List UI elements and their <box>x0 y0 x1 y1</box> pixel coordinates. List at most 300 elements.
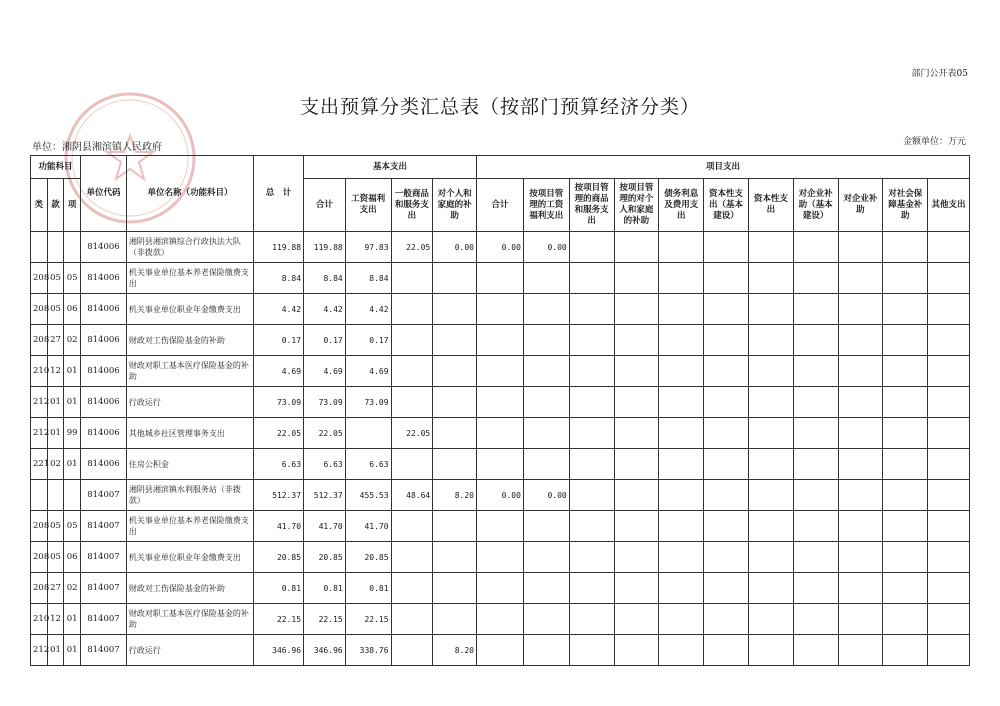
cell-empty <box>704 232 749 263</box>
cell-proj-sum <box>477 356 524 387</box>
cell-lei: 210 <box>31 356 48 387</box>
cell-basic-personal: 0.00 <box>433 232 477 263</box>
cell-proj-wage <box>523 449 569 480</box>
cell-empty <box>883 511 928 542</box>
cell-basic-sum: 4.42 <box>304 294 346 325</box>
cell-basic-personal <box>433 387 477 418</box>
header-proj-enterprise: 对企业补助 <box>838 179 883 232</box>
header-proj-personal: 按项目管理的对个人和家庭的补助 <box>614 179 659 232</box>
cell-empty <box>614 418 659 449</box>
cell-empty <box>659 294 704 325</box>
cell-empty <box>659 232 704 263</box>
header-basic-personal: 对个人和家庭的补助 <box>433 179 477 232</box>
cell-empty <box>659 325 704 356</box>
cell-empty <box>748 511 793 542</box>
cell-empty <box>838 480 883 511</box>
cell-empty <box>793 635 838 666</box>
cell-basic-sum: 20.85 <box>304 542 346 573</box>
cell-basic-goods <box>391 604 433 635</box>
cell-empty <box>704 635 749 666</box>
cell-empty <box>569 263 614 294</box>
cell-proj-wage <box>523 511 569 542</box>
cell-unit-code: 814006 <box>81 387 127 418</box>
cell-empty <box>793 325 838 356</box>
header-proj-social: 对社会保障基金补助 <box>883 179 928 232</box>
cell-kuan: 05 <box>47 542 64 573</box>
table-row <box>31 604 970 635</box>
cell-empty <box>659 418 704 449</box>
cell-basic-sum: 0.81 <box>304 573 346 604</box>
cell-total: 20.85 <box>254 542 304 573</box>
header-basic-sum: 合计 <box>304 179 346 232</box>
cell-kuan: 01 <box>47 418 64 449</box>
cell-proj-sum <box>477 418 524 449</box>
cell-basic-personal <box>433 604 477 635</box>
cell-empty <box>928 387 970 418</box>
cell-empty <box>748 294 793 325</box>
cell-empty <box>748 604 793 635</box>
cell-lei <box>31 232 48 263</box>
header-proj-debt: 债务利息及费用支出 <box>659 179 704 232</box>
cell-basic-wage: 0.81 <box>345 573 391 604</box>
cell-unit-name: 住房公积金 <box>126 449 253 480</box>
cell-empty <box>883 387 928 418</box>
cell-empty <box>659 635 704 666</box>
cell-total: 73.09 <box>254 387 304 418</box>
cell-empty <box>659 387 704 418</box>
cell-empty <box>883 418 928 449</box>
cell-proj-wage <box>523 573 569 604</box>
cell-empty <box>569 418 614 449</box>
cell-basic-sum: 346.96 <box>304 635 346 666</box>
cell-empty <box>838 635 883 666</box>
cell-empty <box>704 604 749 635</box>
header-proj-wage: 按项目管理的工资福利支出 <box>523 179 569 232</box>
cell-empty <box>704 294 749 325</box>
cell-empty <box>838 232 883 263</box>
cell-basic-goods <box>391 387 433 418</box>
cell-empty <box>569 604 614 635</box>
cell-empty <box>838 449 883 480</box>
cell-total: 22.05 <box>254 418 304 449</box>
cell-proj-sum <box>477 294 524 325</box>
cell-basic-wage: 73.09 <box>345 387 391 418</box>
cell-empty <box>614 604 659 635</box>
cell-empty <box>793 418 838 449</box>
cell-empty <box>793 573 838 604</box>
table-row <box>31 387 970 418</box>
cell-lei: 208 <box>31 542 48 573</box>
cell-total: 8.84 <box>254 263 304 294</box>
form-number: 部门公开表05 <box>911 69 968 79</box>
cell-kuan: 02 <box>47 449 64 480</box>
cell-empty <box>704 542 749 573</box>
cell-proj-sum <box>477 449 524 480</box>
cell-empty <box>793 232 838 263</box>
cell-proj-wage <box>523 604 569 635</box>
cell-empty <box>614 449 659 480</box>
cell-empty <box>704 263 749 294</box>
cell-empty <box>838 387 883 418</box>
cell-empty <box>748 635 793 666</box>
cell-proj-sum: 0.00 <box>477 232 524 263</box>
cell-empty <box>659 604 704 635</box>
cell-xiang: 99 <box>64 418 81 449</box>
header-kuan: 款 <box>47 179 64 232</box>
cell-empty <box>659 356 704 387</box>
table-row <box>31 542 970 573</box>
cell-empty <box>838 263 883 294</box>
cell-kuan: 27 <box>47 325 64 356</box>
cell-unit-name: 财政对工伤保险基金的补助 <box>126 573 253 604</box>
table-row <box>31 573 970 604</box>
cell-empty <box>928 356 970 387</box>
cell-proj-sum <box>477 573 524 604</box>
cell-kuan: 01 <box>47 387 64 418</box>
cell-basic-sum: 0.17 <box>304 325 346 356</box>
table-row <box>31 449 970 480</box>
cell-lei: 208 <box>31 511 48 542</box>
cell-lei: 210 <box>31 604 48 635</box>
cell-empty <box>614 573 659 604</box>
cell-empty <box>659 511 704 542</box>
cell-empty <box>569 232 614 263</box>
cell-basic-wage <box>345 418 391 449</box>
cell-basic-personal <box>433 542 477 573</box>
cell-empty <box>659 542 704 573</box>
cell-empty <box>883 232 928 263</box>
cell-basic-sum: 512.37 <box>304 480 346 511</box>
header-proj-sum: 合计 <box>477 179 524 232</box>
cell-kuan: 05 <box>47 511 64 542</box>
cell-basic-personal: 8.20 <box>433 635 477 666</box>
cell-empty <box>569 325 614 356</box>
cell-basic-wage: 338.76 <box>345 635 391 666</box>
cell-unit-code: 814007 <box>81 573 127 604</box>
cell-empty <box>704 511 749 542</box>
cell-empty <box>883 573 928 604</box>
cell-empty <box>883 356 928 387</box>
cell-empty <box>704 449 749 480</box>
cell-basic-sum: 6.63 <box>304 449 346 480</box>
cell-basic-wage: 455.53 <box>345 480 391 511</box>
cell-xiang: 06 <box>64 542 81 573</box>
cell-kuan: 01 <box>47 635 64 666</box>
cell-empty <box>838 356 883 387</box>
cell-empty <box>614 325 659 356</box>
cell-xiang: 01 <box>64 635 81 666</box>
cell-lei: 221 <box>31 449 48 480</box>
cell-empty <box>704 325 749 356</box>
cell-basic-personal <box>433 294 477 325</box>
cell-basic-goods: 48.64 <box>391 480 433 511</box>
cell-empty <box>928 480 970 511</box>
cell-empty <box>748 480 793 511</box>
header-xiang: 项 <box>64 179 81 232</box>
cell-unit-code: 814007 <box>81 511 127 542</box>
cell-empty <box>928 573 970 604</box>
cell-unit-name: 湘阴县湘滨镇水利服务站（非拨款） <box>126 480 253 511</box>
cell-lei: 212 <box>31 635 48 666</box>
cell-unit-name: 财政对工伤保险基金的补助 <box>126 325 253 356</box>
cell-unit-name: 湘阴县湘滨镇综合行政执法大队（非拨款） <box>126 232 253 263</box>
cell-total: 4.42 <box>254 294 304 325</box>
cell-basic-goods <box>391 263 433 294</box>
cell-kuan: 05 <box>47 294 64 325</box>
cell-empty <box>569 573 614 604</box>
cell-basic-personal <box>433 418 477 449</box>
table-row <box>31 325 970 356</box>
cell-empty <box>748 418 793 449</box>
cell-empty <box>838 542 883 573</box>
cell-empty <box>883 542 928 573</box>
header-proj-goods: 按项目管理的商品和服务支出 <box>569 179 614 232</box>
cell-empty <box>614 542 659 573</box>
cell-unit-name: 财政对职工基本医疗保险基金的补助 <box>126 356 253 387</box>
cell-proj-sum <box>477 325 524 356</box>
cell-basic-personal <box>433 573 477 604</box>
cell-basic-goods <box>391 635 433 666</box>
cell-xiang: 05 <box>64 511 81 542</box>
cell-empty <box>704 418 749 449</box>
cell-empty <box>883 263 928 294</box>
cell-proj-wage <box>523 635 569 666</box>
money-unit: 金额单位：万元 <box>902 137 966 147</box>
cell-xiang <box>64 480 81 511</box>
cell-total: 0.17 <box>254 325 304 356</box>
header-lei: 类 <box>31 179 48 232</box>
cell-empty <box>659 480 704 511</box>
cell-empty <box>569 356 614 387</box>
header-total: 总 计 <box>254 156 304 232</box>
cell-unit-code: 814006 <box>81 263 127 294</box>
cell-total: 41.70 <box>254 511 304 542</box>
cell-empty <box>793 542 838 573</box>
cell-basic-sum: 41.70 <box>304 511 346 542</box>
cell-empty <box>614 356 659 387</box>
cell-xiang: 05 <box>64 263 81 294</box>
cell-empty <box>614 294 659 325</box>
cell-empty <box>793 263 838 294</box>
unit-organization: 单位：湘阴县湘滨镇人民政府 <box>32 142 162 153</box>
cell-proj-wage <box>523 294 569 325</box>
cell-empty <box>928 325 970 356</box>
cell-lei: 212 <box>31 418 48 449</box>
cell-empty <box>838 294 883 325</box>
cell-lei: 208 <box>31 325 48 356</box>
cell-basic-personal <box>433 263 477 294</box>
cell-empty <box>883 635 928 666</box>
header-basic-wage: 工资福利支出 <box>345 179 391 232</box>
cell-lei: 208 <box>31 263 48 294</box>
cell-xiang: 06 <box>64 294 81 325</box>
header-proj-capital-basic: 资本性支出（基本建设） <box>704 179 749 232</box>
cell-xiang: 01 <box>64 604 81 635</box>
cell-kuan: 05 <box>47 263 64 294</box>
cell-empty <box>793 511 838 542</box>
table-row <box>31 635 970 666</box>
cell-empty <box>748 356 793 387</box>
header-project: 项目支出 <box>477 156 970 179</box>
table-row <box>31 232 970 263</box>
cell-empty <box>748 573 793 604</box>
cell-empty <box>704 387 749 418</box>
cell-unit-name: 机关事业单位基本养老保险缴费支出 <box>126 263 253 294</box>
cell-empty <box>569 511 614 542</box>
cell-empty <box>614 511 659 542</box>
cell-total: 22.15 <box>254 604 304 635</box>
cell-empty <box>838 604 883 635</box>
cell-lei: 208 <box>31 294 48 325</box>
cell-empty <box>928 635 970 666</box>
cell-empty <box>793 294 838 325</box>
cell-kuan <box>47 232 64 263</box>
cell-basic-wage: 8.84 <box>345 263 391 294</box>
cell-basic-personal <box>433 356 477 387</box>
cell-unit-name: 机关事业单位职业年金缴费支出 <box>126 294 253 325</box>
cell-basic-goods: 22.05 <box>391 418 433 449</box>
header-unit-code: 单位代码 <box>81 156 127 232</box>
cell-empty <box>748 325 793 356</box>
cell-basic-personal <box>433 511 477 542</box>
cell-empty <box>928 263 970 294</box>
cell-total: 346.96 <box>254 635 304 666</box>
cell-proj-sum <box>477 511 524 542</box>
cell-basic-personal <box>433 449 477 480</box>
header-basic: 基本支出 <box>304 156 477 179</box>
cell-empty <box>704 480 749 511</box>
cell-empty <box>793 387 838 418</box>
cell-unit-code: 814006 <box>81 294 127 325</box>
cell-empty <box>748 542 793 573</box>
cell-empty <box>883 604 928 635</box>
cell-proj-wage <box>523 542 569 573</box>
cell-proj-wage <box>523 356 569 387</box>
cell-basic-wage: 97.83 <box>345 232 391 263</box>
page-title: 支出预算分类汇总表（按部门预算经济分类） <box>299 96 700 118</box>
cell-basic-goods <box>391 511 433 542</box>
cell-kuan: 12 <box>47 604 64 635</box>
cell-empty <box>748 232 793 263</box>
cell-basic-wage: 0.17 <box>345 325 391 356</box>
cell-unit-code: 814006 <box>81 232 127 263</box>
cell-empty <box>569 480 614 511</box>
cell-empty <box>748 387 793 418</box>
cell-empty <box>659 573 704 604</box>
cell-empty <box>928 232 970 263</box>
cell-empty <box>569 542 614 573</box>
header-func-subject: 功能科目 <box>31 156 81 179</box>
cell-proj-wage: 0.00 <box>523 480 569 511</box>
cell-empty <box>569 387 614 418</box>
cell-basic-goods: 22.05 <box>391 232 433 263</box>
cell-empty <box>883 480 928 511</box>
cell-proj-wage: 0.00 <box>523 232 569 263</box>
cell-basic-sum: 4.69 <box>304 356 346 387</box>
cell-empty <box>838 573 883 604</box>
cell-empty <box>793 604 838 635</box>
cell-basic-wage: 6.63 <box>345 449 391 480</box>
cell-empty <box>883 294 928 325</box>
cell-empty <box>614 263 659 294</box>
cell-empty <box>793 480 838 511</box>
cell-unit-code: 814007 <box>81 604 127 635</box>
cell-proj-wage <box>523 325 569 356</box>
budget-table <box>30 155 970 666</box>
cell-xiang: 01 <box>64 387 81 418</box>
cell-basic-wage: 22.15 <box>345 604 391 635</box>
cell-unit-name: 其他城乡社区管理事务支出 <box>126 418 253 449</box>
cell-unit-code: 814007 <box>81 542 127 573</box>
cell-xiang: 02 <box>64 573 81 604</box>
cell-kuan: 27 <box>47 573 64 604</box>
cell-basic-goods <box>391 542 433 573</box>
cell-basic-goods <box>391 294 433 325</box>
cell-empty <box>748 449 793 480</box>
cell-total: 119.88 <box>254 232 304 263</box>
cell-xiang: 02 <box>64 325 81 356</box>
cell-empty <box>614 387 659 418</box>
cell-proj-sum <box>477 263 524 294</box>
header-proj-enterprise-basic: 对企业补助（基本建设） <box>793 179 838 232</box>
cell-proj-sum: 0.00 <box>477 480 524 511</box>
cell-empty <box>704 356 749 387</box>
cell-basic-sum: 22.05 <box>304 418 346 449</box>
cell-empty <box>704 573 749 604</box>
header-proj-other: 其他支出 <box>928 179 970 232</box>
cell-basic-sum: 73.09 <box>304 387 346 418</box>
cell-empty <box>614 232 659 263</box>
cell-basic-personal: 8.20 <box>433 480 477 511</box>
cell-empty <box>928 294 970 325</box>
cell-empty <box>793 449 838 480</box>
cell-lei: 208 <box>31 573 48 604</box>
cell-empty <box>838 511 883 542</box>
cell-lei: 212 <box>31 387 48 418</box>
cell-basic-wage: 4.69 <box>345 356 391 387</box>
cell-proj-wage <box>523 387 569 418</box>
table-row <box>31 356 970 387</box>
cell-empty <box>614 635 659 666</box>
cell-empty <box>928 449 970 480</box>
cell-total: 512.37 <box>254 480 304 511</box>
cell-proj-sum <box>477 387 524 418</box>
header-unit-name: 单位名称（功能科目） <box>126 156 253 232</box>
cell-empty <box>793 356 838 387</box>
header-basic-goods: 一般商品和服务支出 <box>391 179 433 232</box>
cell-basic-wage: 41.70 <box>345 511 391 542</box>
cell-empty <box>928 511 970 542</box>
cell-basic-wage: 4.42 <box>345 294 391 325</box>
table-row <box>31 418 970 449</box>
cell-unit-code: 814006 <box>81 449 127 480</box>
cell-empty <box>569 635 614 666</box>
cell-empty <box>928 542 970 573</box>
cell-proj-sum <box>477 635 524 666</box>
cell-empty <box>838 325 883 356</box>
cell-unit-name: 行政运行 <box>126 387 253 418</box>
table-row <box>31 294 970 325</box>
cell-kuan <box>47 480 64 511</box>
cell-proj-sum <box>477 604 524 635</box>
cell-total: 0.81 <box>254 573 304 604</box>
cell-unit-code: 814006 <box>81 418 127 449</box>
cell-basic-sum: 119.88 <box>304 232 346 263</box>
cell-kuan: 12 <box>47 356 64 387</box>
cell-empty <box>748 263 793 294</box>
table-row <box>31 480 970 511</box>
cell-unit-name: 行政运行 <box>126 635 253 666</box>
